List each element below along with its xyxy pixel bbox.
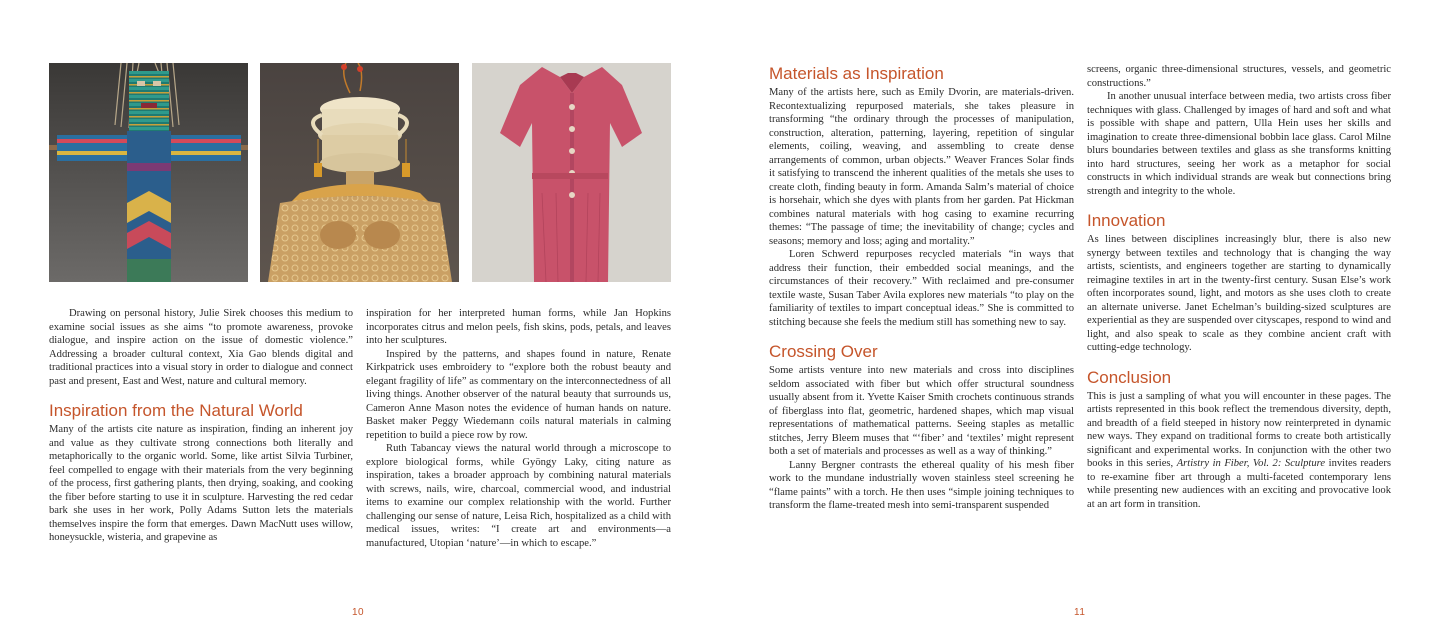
- page-number-right: 11: [1074, 607, 1086, 618]
- paragraph: Lanny Bergner contrasts the ethereal quality of his mesh fiber work to the mundane industrially woven stainless steel screening he “flame paints” with a torch. He then uses “simple joining techniques to transform the flame-treated mesh into semi-transparent suspended: [769, 459, 1074, 511]
- section-heading-natural-world: Inspiration from the Natural World: [49, 401, 303, 420]
- woven-figure-image: [49, 63, 248, 282]
- left-column-1: [49, 307, 353, 545]
- page-number-left: 10: [352, 607, 365, 618]
- left-column-2: [366, 307, 671, 550]
- conclusion-text-start: This is just a sampling of what you will encounter in these pages. The artists represented in this book reflect the tremendous diversity, depth, and breadth of a field steeped in history now reinterpreted in dynamic new ways. They expand on traditional forms to create both artistically significant and experimental works. In conjunction with the other two books in this series,: [1087, 390, 1391, 469]
- conclusion-text-end: invites readers to re-examine fiber art through a multi-faceted contemporary lens while presenting new audiences with an exciting and provocative look at an art form in transition.: [1087, 458, 1391, 510]
- paragraph: Some artists venture into new materials and cross into disciplines seldom associated with fiber but which offer structural soundness usually absent from it. Yvette Kaiser Smith crochets continuous strands of fiberglass into flat, geometric, hardened shapes, which map visual representations of mathematical patterns. Seeing staples as metallic stitches, Jerry Bleem muses that “‘fiber’ and ‘textiles’ might represent both a set of materials and processes as well as a way of thinking.”: [769, 365, 1074, 457]
- paragraph: In another unusual interface between media, two artists cross fiber techniques with glass. Challenged by images of hard and soft and what is possible with shape and pattern, Ulla Hein uses her skills and imagination to create three-dimensional bobbin lace glass. Carol Milne blurs boundaries between textiles and glass as she transforms knitting into hard structures, seeing her work as a metaphor for social constructs in which individual strands are weak but connections bring strength and integrity to the whole.: [1087, 91, 1391, 197]
- paragraph: [1087, 390, 1391, 512]
- pink-dress-image: [472, 63, 671, 282]
- paragraph: Inspired by the patterns, and shapes found in nature, Renate Kirkpatrick uses embroidery to “explore both the robust beauty and elegant fragility of life” as commentary on the interconnectedness of all living things. Another observer of the natural beauty that surrounds us, Cameron Anne Mason notes the evidence of human hands on nature. Basket maker Peggy Wiedemann coils natural materials in calming repetition to build a piece row by row.: [366, 348, 671, 441]
- paragraph: Many of the artists here, such as Emily Dvorin, are materials-driven. Recontextualizing repurposed materials, she takes pleasure in transforming “the ordinary through the processes of manipulation, construction, alteration, patterning, layering, repetition of singular elements, coiling, weaving, and assembling to create dense arrangements of common, urban objects.” Weaver Frances Solar finds it satisfying to transcend the inherent qualities of the metals she uses to create cloth, finding beauty in form. Amanda Salm’s material of choice is horsehair, which she dyes with plants from her garden. Pat Hickman combines natural materials with hog casing to examine recurring themes: “The passage of time; the inevitability of change; cycles and seasons; memory and loss; aging and mortality.”: [769, 87, 1074, 247]
- section-heading-innovation: Innovation: [1087, 211, 1166, 230]
- cup-figure-image: [260, 63, 459, 282]
- book-title: Artistry in Fiber, Vol. 2: Sculpture: [1176, 458, 1326, 469]
- sculpture-woven-cross-figure: [49, 63, 248, 282]
- section-heading-crossing-over: Crossing Over: [769, 342, 878, 361]
- section-heading-conclusion: Conclusion: [1087, 367, 1172, 387]
- sculpture-cup-head-figure: [260, 63, 459, 282]
- right-column-2: [1087, 63, 1391, 511]
- paragraph: screens, organic three-dimensional structures, vessels, and geometric constructions.”: [1087, 64, 1391, 89]
- sculpture-pink-dress: [472, 63, 671, 282]
- paragraph: Loren Schwerd repurposes recycled materials “in ways that address their function, their embedded social meanings, and the circumstances of their recovery.” With reclaimed and pre-consumer textile waste, Susan Taber Avila explores new materials “to play on the familiarity of textiles to impart conceptual ideas.” She is committed to stitching because she feels the medium still has something new to say.: [769, 249, 1074, 328]
- paragraph: Many of the artists cite nature as inspiration, finding an inherent joy and value as they cultivate strong connections both literally and metaphorically to the organic world. Some, like artist Silvia Turbiner, feel compelled to engage with their materials from the very beginning of the process, first gathering plants, then drying, soaking, and cooking the fiber before starting to use it in sculpture. Harvesting the red cedar bark she uses in her work, Polly Adams Sutton lets the materials themselves inspire the form that emerges. Dawn MacNutt uses willow, honeysuckle, wisteria, and grapevine as: [49, 424, 353, 543]
- paragraph: Ruth Tabancay views the natural world through a microscope to explore biological forms, while Gyöngy Laky, citing nature as inspiration, takes a broader approach by combining natural materials with screws, nails, wire, charcoal, commercial wood, and industrial items to examine our complex relationship with the world. Further challenging our sense of nature, Leisa Rich, hospitalized as a child with medical issues, writes: “I create art and environments—a manufactured, Utopian ‘nature’—in which to escape.”: [366, 443, 671, 549]
- paragraph: As lines between disciplines increasingly blur, there is also new synergy between textiles and technology that is changing the way artists, scientists, and engineers together are starting to dynamically reimagine textiles in art in the twenty-first century. Susan Else’s work often incorporates sound, light, and motors as she uses cloth to create an alternate universe. Janet Echelman’s building-sized sculptures are experiential as they are suspended over cityscapes, respond to wind and light, and also speak to scale as they combine ancient craft with cutting-edge technology.: [1087, 234, 1391, 353]
- paragraph: inspiration for her interpreted human forms, while Jan Hopkins incorporates citrus and melon peels, fish skins, pods, petals, and leaves into her sculptures.: [366, 308, 671, 346]
- paragraph: Drawing on personal history, Julie Sirek chooses this medium to examine social issues as she aims “to promote awareness, provoke dialogue, and inspire action on the issue of domestic violence.” Addressing a broader cultural context, Xia Gao blends digital and traditional practices into a visual story in order to dialogue and connect past and present, East and West, nature and cultural memory.: [49, 308, 353, 387]
- right-column-1: [769, 63, 1074, 513]
- section-heading-materials: Materials as Inspiration: [769, 64, 944, 83]
